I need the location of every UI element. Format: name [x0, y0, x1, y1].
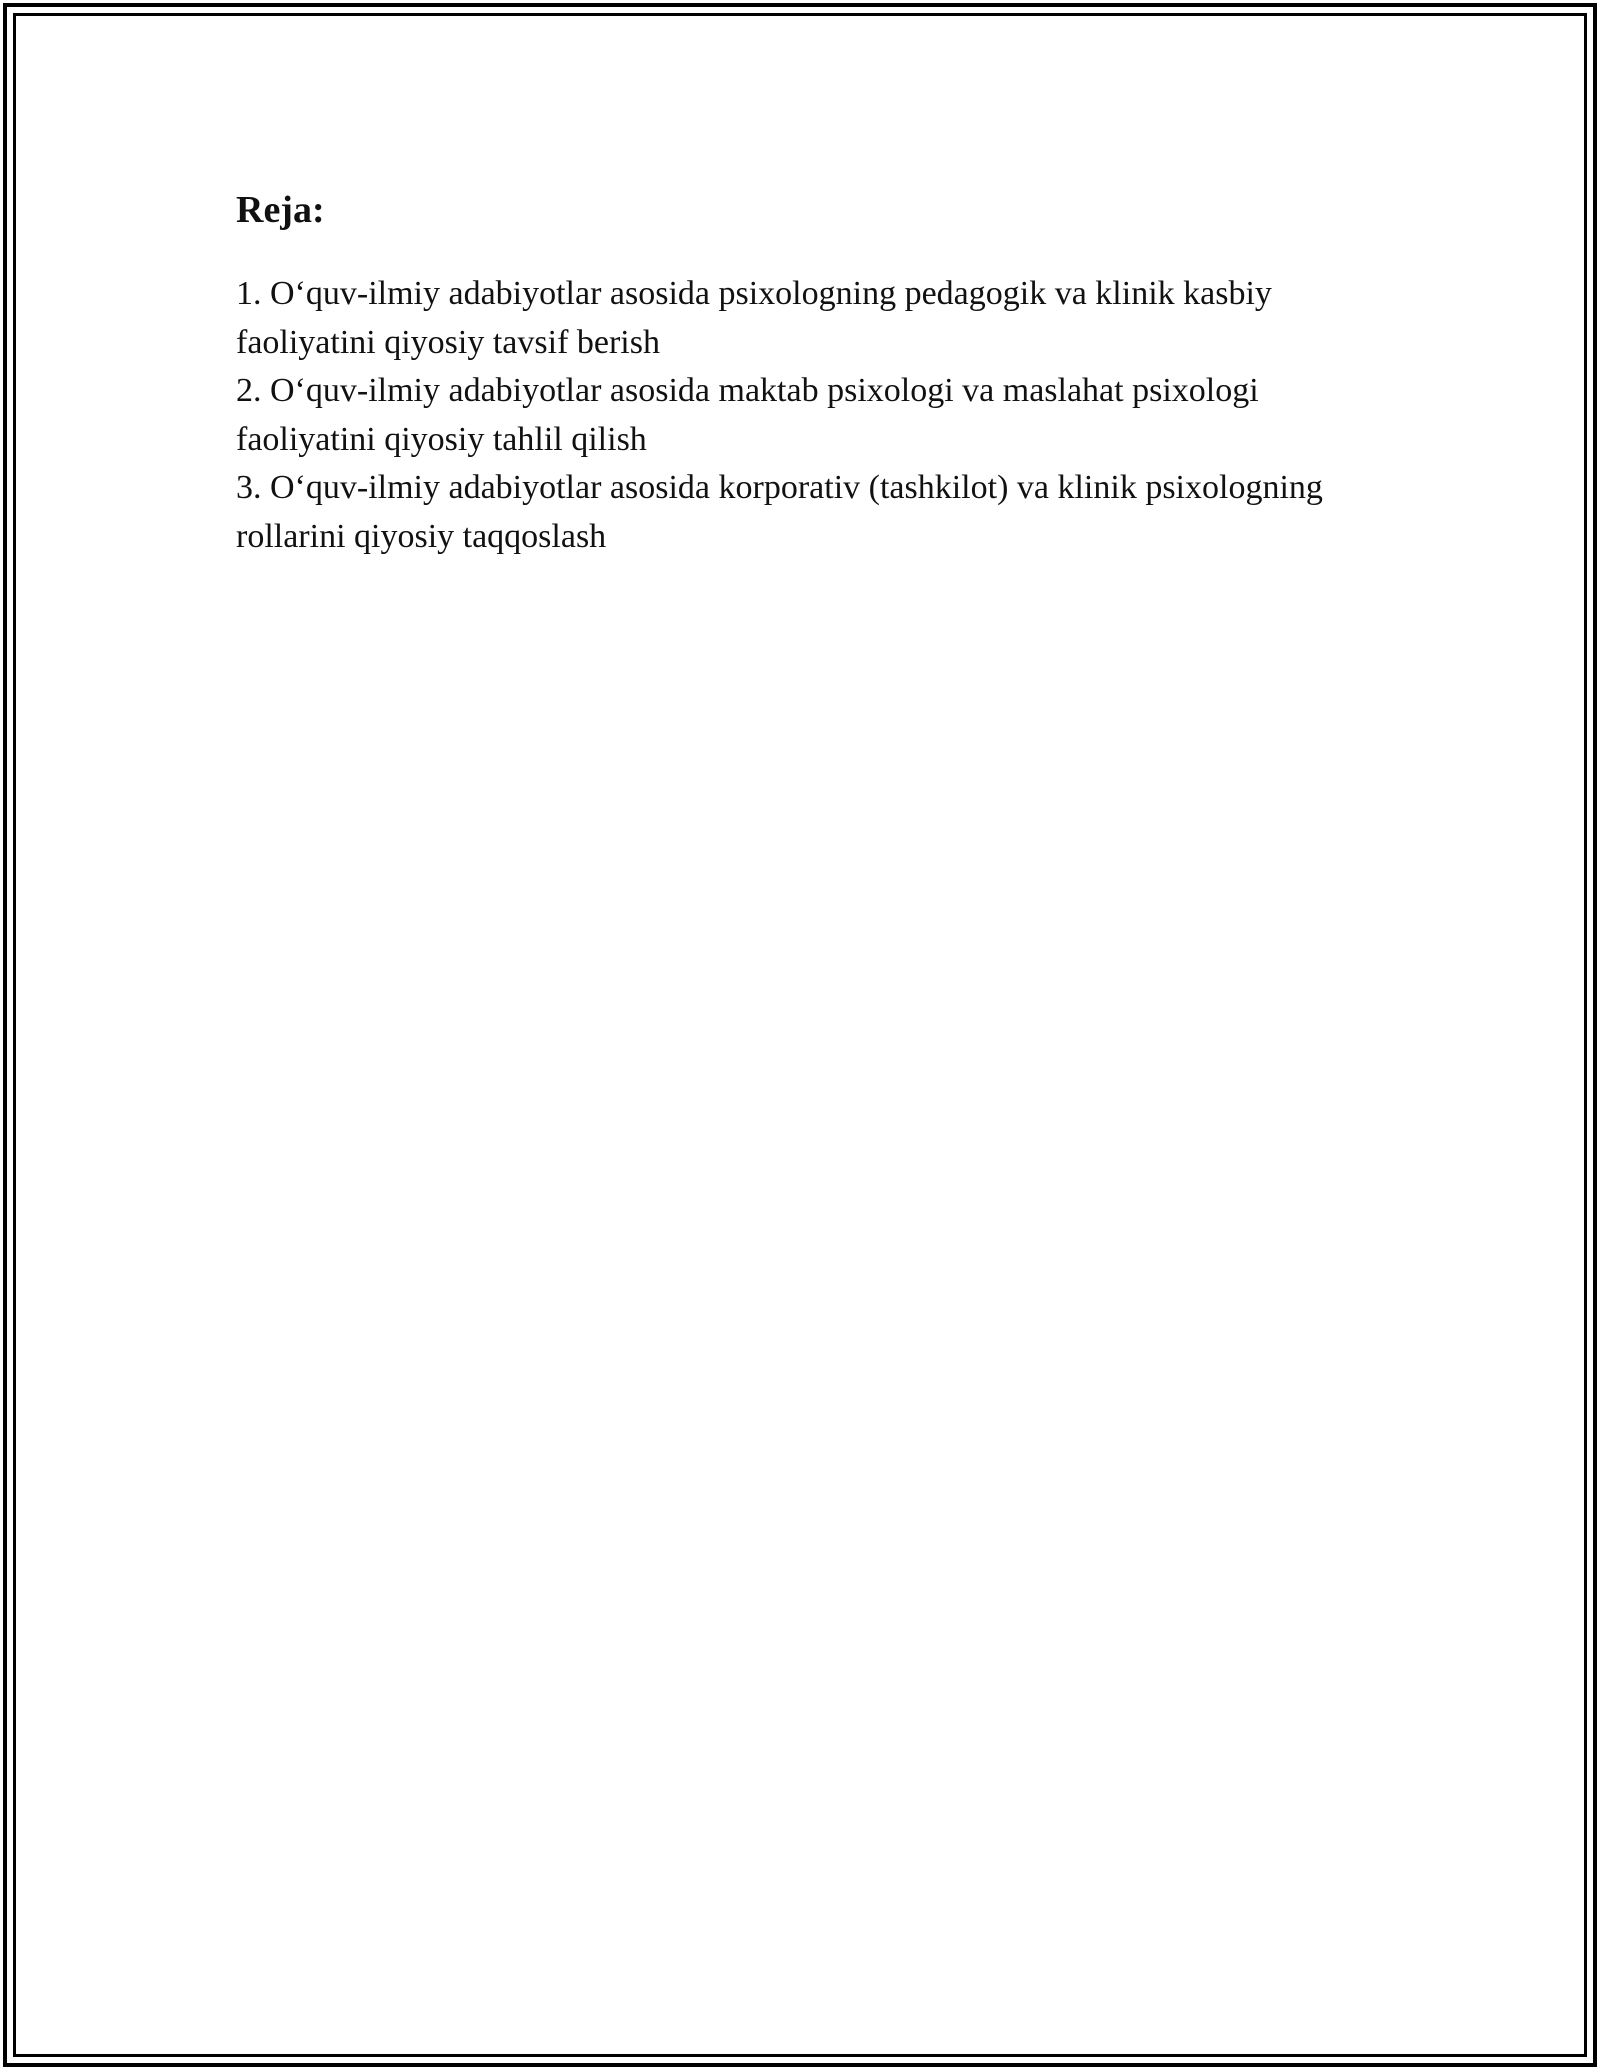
- plan-heading: Reja:: [236, 189, 325, 231]
- plan-list: [236, 270, 1416, 561]
- document-body: [236, 186, 1416, 561]
- plan-item-2: 2. O‘quv-ilmiy adabiyotlar asosida maktab psixologi va maslahat psixologi faoliyatini qiyosiy tahlil qilish: [236, 372, 1259, 458]
- plan-item-3: 3. O‘quv-ilmiy adabiyotlar asosida korporativ (tashkilot) va klinik psixologning rollarini qiyosiy taqqoslash: [236, 469, 1323, 555]
- plan-item-1: 1. O‘quv-ilmiy adabiyotlar asosida psixologning pedagogik va klinik kasbiy faoliyatini qiyosiy tavsif berish: [236, 275, 1272, 361]
